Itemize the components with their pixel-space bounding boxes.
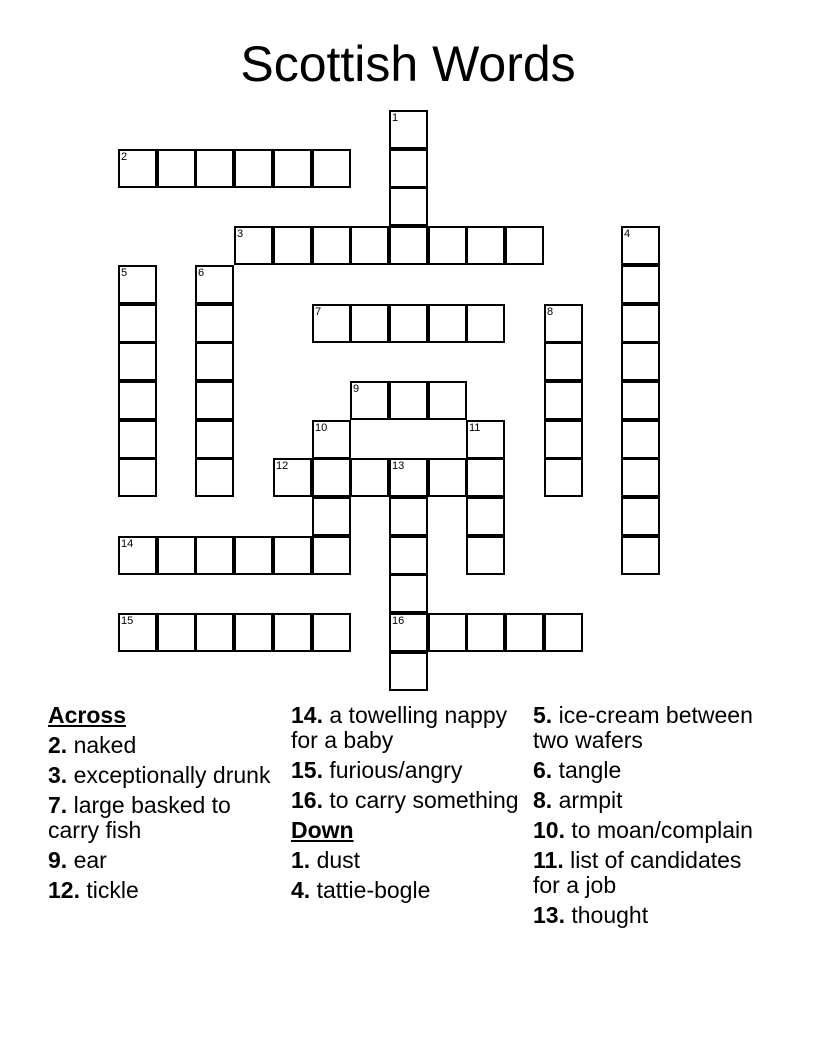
clue-column-2 [291, 703, 527, 908]
clue-across-7 [48, 793, 284, 843]
grid-cell[interactable] [466, 420, 505, 459]
grid-cell-number: 12 [276, 460, 289, 472]
grid-cell[interactable] [273, 613, 312, 652]
grid-cell[interactable] [544, 420, 583, 459]
clue-number: 9. [48, 847, 68, 873]
clue-number: 16. [291, 787, 323, 813]
clue-text: furious/angry [329, 757, 463, 783]
clue-number: 7. [48, 792, 68, 818]
grid-cell[interactable] [389, 149, 428, 188]
grid-cell[interactable] [428, 458, 467, 497]
clue-text: exceptionally drunk [73, 762, 271, 788]
clue-text: ice-cream between two wafers [533, 702, 753, 753]
clue-number: 4. [291, 877, 311, 903]
grid-cell[interactable] [118, 342, 157, 381]
grid-cell[interactable] [273, 226, 312, 265]
grid-cell[interactable] [118, 420, 157, 459]
grid-cell-number: 5 [121, 267, 128, 279]
grid-cell-number: 14 [121, 538, 134, 550]
grid-cell-number: 6 [198, 267, 205, 279]
clue-text: ear [73, 847, 107, 873]
grid-cell-number: 10 [315, 422, 328, 434]
grid-cell[interactable] [389, 652, 428, 691]
grid-cell[interactable] [195, 265, 234, 304]
grid-cell[interactable] [428, 226, 467, 265]
grid-cell-number: 2 [121, 151, 128, 163]
clue-text: naked [73, 732, 137, 758]
clue-number: 11. [533, 847, 564, 873]
grid-cell[interactable] [350, 304, 389, 343]
clue-number: 13. [533, 902, 565, 928]
clue-text: armpit [558, 787, 623, 813]
grid-cell[interactable] [273, 458, 312, 497]
grid-cell-number: 1 [392, 112, 399, 124]
grid-cell[interactable] [157, 536, 196, 575]
clue-text: to moan/complain [571, 817, 753, 843]
clue-down-13 [533, 903, 769, 928]
grid-cell[interactable] [621, 304, 660, 343]
clue-down-8 [533, 788, 769, 813]
grid-cell[interactable] [389, 381, 428, 420]
grid-cell[interactable] [195, 381, 234, 420]
clue-column-1 [48, 703, 284, 908]
clue-number: 1. [291, 847, 311, 873]
grid-cell-number: 9 [353, 383, 360, 395]
clue-text: tickle [86, 877, 139, 903]
clue-across-14 [291, 703, 527, 753]
grid-cell[interactable] [466, 497, 505, 536]
grid-cell[interactable] [505, 613, 544, 652]
grid-cell[interactable] [621, 420, 660, 459]
grid-cell[interactable] [118, 149, 157, 188]
grid-cell[interactable] [118, 613, 157, 652]
grid-cell[interactable] [118, 458, 157, 497]
clue-number: 2. [48, 732, 68, 758]
clue-text: thought [571, 902, 649, 928]
grid-cell[interactable] [389, 497, 428, 536]
clue-text: a towelling nappy for a baby [291, 702, 508, 753]
across-heading: Across [48, 702, 126, 728]
clue-text: large basked to carry fish [48, 792, 231, 843]
grid-cell[interactable] [273, 149, 312, 188]
clue-down-4 [291, 878, 527, 903]
clue-across-2 [48, 733, 284, 758]
grid-cell[interactable] [621, 458, 660, 497]
grid-cell[interactable] [312, 420, 351, 459]
clue-text: tattie-bogle [316, 877, 431, 903]
grid-cell[interactable] [118, 304, 157, 343]
clue-down-1 [291, 848, 527, 873]
grid-cell[interactable] [273, 536, 312, 575]
grid-cell-number: 13 [392, 460, 405, 472]
grid-cell[interactable] [621, 536, 660, 575]
grid-cell-number: 8 [547, 306, 554, 318]
clue-number: 10. [533, 817, 565, 843]
grid-cell-number: 3 [237, 228, 244, 240]
grid-cell[interactable] [157, 613, 196, 652]
grid-cell[interactable] [389, 110, 428, 149]
grid-cell[interactable] [312, 149, 351, 188]
grid-cell-number: 11 [469, 422, 481, 434]
grid-cell[interactable] [350, 226, 389, 265]
grid-cell[interactable] [195, 342, 234, 381]
grid-cell[interactable] [312, 226, 351, 265]
clue-number: 6. [533, 757, 553, 783]
grid-cell[interactable] [466, 304, 505, 343]
grid-cell[interactable] [195, 420, 234, 459]
clue-across-9 [48, 848, 284, 873]
grid-cell[interactable] [389, 304, 428, 343]
grid-cell[interactable] [544, 458, 583, 497]
grid-cell[interactable] [466, 226, 505, 265]
clue-number: 3. [48, 762, 68, 788]
clue-text: tangle [558, 757, 622, 783]
grid-cell[interactable] [312, 536, 351, 575]
grid-cell[interactable] [118, 536, 157, 575]
clue-text: dust [316, 847, 361, 873]
clue-across-15 [291, 758, 527, 783]
grid-cell[interactable] [505, 226, 544, 265]
clue-down-5 [533, 703, 769, 753]
grid-cell[interactable] [428, 304, 467, 343]
clue-number: 12. [48, 877, 80, 903]
clue-across-16 [291, 788, 527, 813]
grid-cell[interactable] [544, 613, 583, 652]
down-heading: Down [291, 817, 354, 843]
clue-number: 5. [533, 702, 553, 728]
grid-cell[interactable] [195, 458, 234, 497]
grid-cell-number: 4 [624, 228, 631, 240]
grid-cell[interactable] [621, 226, 660, 265]
grid-cell[interactable] [621, 342, 660, 381]
grid-cell[interactable] [234, 613, 273, 652]
grid-cell[interactable] [428, 381, 467, 420]
grid-cell[interactable] [234, 536, 273, 575]
grid-cell[interactable] [195, 613, 234, 652]
grid-cell[interactable] [389, 458, 428, 497]
grid-cell[interactable] [466, 536, 505, 575]
puzzle-title: Scottish Words [240, 36, 576, 92]
grid-cell[interactable] [195, 536, 234, 575]
grid-cell[interactable] [544, 342, 583, 381]
clue-number: 8. [533, 787, 553, 813]
grid-cell[interactable] [621, 497, 660, 536]
clue-number: 14. [291, 702, 323, 728]
grid-cell[interactable] [312, 304, 351, 343]
grid-cell[interactable] [428, 613, 467, 652]
grid-cell[interactable] [195, 149, 234, 188]
grid-cell[interactable] [389, 613, 428, 652]
grid-cell[interactable] [621, 265, 660, 304]
grid-cell[interactable] [389, 574, 428, 613]
grid-cell[interactable] [621, 381, 660, 420]
grid-cell-number: 7 [315, 306, 322, 318]
clue-text: to carry something [329, 787, 519, 813]
clue-text: list of candidates for a job [533, 847, 742, 898]
grid-cell[interactable] [466, 458, 505, 497]
grid-cell[interactable] [118, 265, 157, 304]
clue-number: 15. [291, 757, 323, 783]
grid-cell[interactable] [389, 226, 428, 265]
clue-across-3 [48, 763, 284, 788]
grid-cell[interactable] [544, 304, 583, 343]
grid-cell-number: 15 [121, 615, 134, 627]
grid-cell[interactable] [389, 536, 428, 575]
grid-cell[interactable] [312, 497, 351, 536]
grid-cell[interactable] [118, 381, 157, 420]
grid-cell[interactable] [234, 149, 273, 188]
clue-column-3 [533, 703, 769, 933]
grid-cell-number: 16 [392, 615, 405, 627]
clue-down-11 [533, 848, 769, 898]
grid-cell[interactable] [389, 187, 428, 226]
grid-cell[interactable] [234, 226, 273, 265]
grid-cell[interactable] [157, 149, 196, 188]
grid-cell[interactable] [466, 613, 505, 652]
grid-cell[interactable] [350, 458, 389, 497]
clue-down-6 [533, 758, 769, 783]
grid-cell[interactable] [544, 381, 583, 420]
clue-down-10 [533, 818, 769, 843]
grid-cell[interactable] [195, 304, 234, 343]
grid-cell[interactable] [350, 381, 389, 420]
grid-cell[interactable] [312, 613, 351, 652]
grid-cell[interactable] [312, 458, 351, 497]
clue-across-12 [48, 878, 284, 903]
